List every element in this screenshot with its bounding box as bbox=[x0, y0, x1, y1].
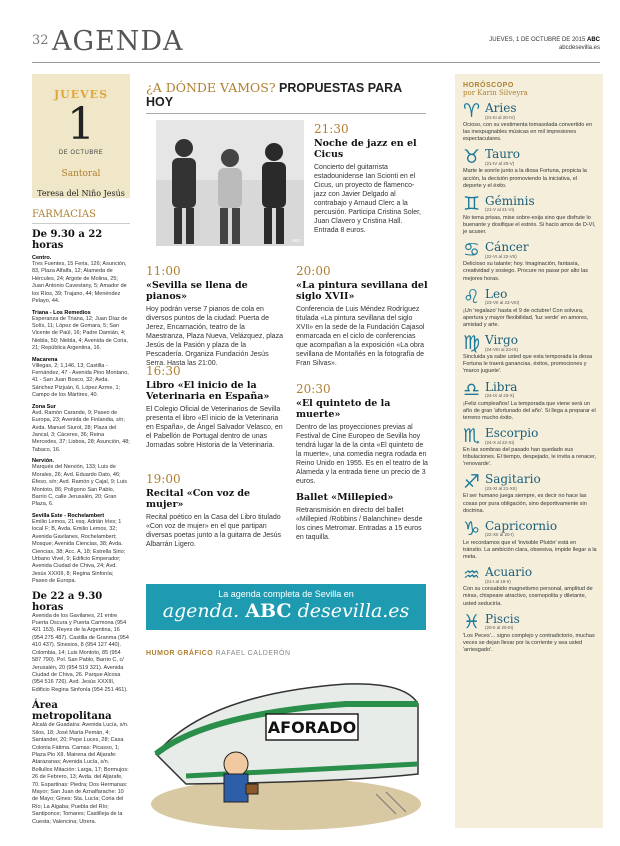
pharmacy-zones bbox=[32, 255, 130, 586]
sign-head bbox=[463, 102, 597, 121]
event-pianos bbox=[146, 264, 284, 369]
event-jazz bbox=[314, 122, 426, 235]
horoscope-sign bbox=[463, 148, 597, 189]
sign-dates: (22-VI al 22-VII) bbox=[485, 253, 517, 259]
area-pharmacies: Alcalá de Guadaíra: Avenida Lucía, s/n. Silos, 18; José María Pemán, 4; Santander, 20; Pepe Luces, 28; Casa Colonia Fátima. Camas: Picasso, 1; Plaza Pio XII. Mairena del Aljarafe: Atarazanas; Avenida Lucía, s/n. Bollullos Mitación: Larga, 17; Bormujos: 26 de Febrero, 13; Avda. del Aljarafe, 70. Espartinas: Piedra; Dos Hermanas: Mayor; San Juan de Aznalfarache: 10 de Mayo; Gines: Sta. Lucía; Coria del Río; La Algaba; Puebla del Río; Santiponce; Tomares; Castilleja de la Cuesta; Valencina; Utrera. bbox=[32, 722, 129, 825]
event-body: El Colegio Oficial de Veterinarios de Sevilla presenta el libro «El inicio de la Veterinaria en España», de Ángel Salvador Velasco, en el Pabellón de Portugal dentro de unas Jornadas sobre Historia de la Veterinaria. bbox=[146, 405, 283, 449]
event-title: «Sevilla se llena de pianos» bbox=[146, 280, 248, 302]
sign-name: Escorpio bbox=[485, 425, 539, 440]
sign-text: Marte le sonríe junto a la diosa Fortuna, propicia la acción, la decisión promoviendo la iniciativa, el deporte y el éxito. bbox=[463, 168, 587, 189]
sign-dates: (21-V al 21-VI) bbox=[485, 207, 515, 213]
banner-site: desevilla.es bbox=[297, 600, 410, 622]
sign-name: Géminis bbox=[485, 193, 535, 208]
sign-name: Libra bbox=[485, 379, 518, 394]
zodiac-icon: ♋ bbox=[463, 239, 481, 262]
pharmacy-zone-text: Emilio Lemos, 21 esq. Adrián Irles; 1 local F; B, Avda. Emilio Lemos, 32; Avenida Gavilanes, Rochelambert; Mosque; Avenida Ciencias, 38; Avda. Ciencias, 38; Acc. A, 18; Estrella Sirio; Urbano Vivel, 9; Edificio Emperador; Avenida Ciudad de Chiva, 24; Avd. Jesús XXXIII, 8; Regina Sinfonía; Paseo de Europa. bbox=[32, 518, 126, 585]
agenda-banner[interactable] bbox=[146, 584, 426, 630]
horoscope-byline: por Karin Silveyra bbox=[463, 89, 528, 97]
event-quinteto bbox=[296, 382, 428, 487]
sign-name: Aries bbox=[485, 101, 517, 115]
horoscope-sign bbox=[463, 424, 597, 468]
left-column bbox=[32, 74, 130, 826]
sign-dates: (23-VII al 23-VIII) bbox=[485, 300, 520, 306]
zodiac-icon: ♑ bbox=[463, 517, 481, 540]
zodiac-icon: ♐ bbox=[463, 471, 481, 494]
sign-text: Sincluida ya sabe usted que esta temporada la diosa Fortuna le traerá ganancias, éxitos, promociones y 'marco juguete'. bbox=[463, 354, 593, 375]
pharmacy-zone-name: Centro. bbox=[32, 255, 52, 261]
page-number: 32 bbox=[32, 33, 49, 48]
banner-abc: ABC bbox=[245, 600, 292, 622]
zodiac-icon: ♎ bbox=[463, 378, 481, 401]
dateline bbox=[489, 36, 600, 52]
pharmacy-zone-text: Esperanza de Triana, 12; Juan Díaz de Solís, 11; López de Gomara, 5; San Vicente de Paúl, 16; Padre Damián, 4; Niebla, 50; Niebla, 4; Avenida de Coria, 21; República Argentina, 16. bbox=[32, 315, 128, 352]
horoscope-sign bbox=[463, 473, 597, 514]
jazz-photo bbox=[156, 120, 304, 246]
sign-text: Le recordamos que el 'invisible Plutón' está en tránsito. La ambición clara, obsesiva, impide llegar a la meta. bbox=[463, 539, 597, 561]
event-time: 21:30 bbox=[314, 122, 349, 136]
horoscope-sign bbox=[463, 241, 597, 282]
humor-heading bbox=[146, 650, 291, 657]
event-time: 19:00 bbox=[146, 472, 181, 486]
sign-dates: (21-III al 20-IV) bbox=[485, 114, 516, 120]
humor-label: HUMOR GRÁFICO bbox=[146, 650, 214, 657]
sign-heading bbox=[485, 427, 538, 445]
event-recital bbox=[146, 472, 284, 550]
sign-text: Delicioso su talante; hoy. Imaginación, fantasía, creatividad y sosiego. Procure no pasar por alto las mejores horas. bbox=[463, 261, 589, 282]
sign-heading bbox=[485, 566, 532, 584]
brand-logo: ABC bbox=[587, 37, 600, 43]
sign-heading bbox=[485, 613, 520, 631]
sign-text: Con su consabido magnetismo personal, amplitud de miras, chispeare atractivo, cosmopolita y diletante, usted seduciría. bbox=[463, 586, 593, 607]
day-box bbox=[32, 74, 130, 198]
sign-heading bbox=[485, 288, 519, 306]
banner-url bbox=[146, 600, 426, 622]
sign-head bbox=[463, 192, 597, 215]
photo-credit: ABC bbox=[291, 238, 301, 243]
sign-text: ¡Un 'regalazo' hasta el 9 de octubre! Con solvura, apertura y mayor flexibilidad, 'luz verde' en amores, amistad y arte. bbox=[463, 307, 589, 328]
day-number: 1 bbox=[67, 99, 95, 150]
zodiac-icon: ♉ bbox=[463, 146, 481, 169]
sign-text: ¡Feliz cumpleaños! La temporada que viene será un año de gran 'afortunado del año'. Si llega a preparar el terreno mucho éxito. bbox=[463, 400, 596, 421]
sign-name: Piscis bbox=[485, 611, 520, 626]
center-column bbox=[146, 74, 426, 114]
zodiac-icon: ♍ bbox=[463, 332, 481, 355]
zodiac-icon: ♏ bbox=[463, 424, 481, 447]
event-ballet bbox=[296, 490, 428, 543]
zodiac-icon: ♓ bbox=[463, 610, 481, 633]
sign-head bbox=[463, 566, 597, 585]
center-heading bbox=[146, 80, 426, 109]
sign-name: Capricornio bbox=[485, 518, 558, 533]
zodiac-icon: ♌ bbox=[463, 285, 481, 308]
event-title: Libro «El inicio de la Veterinaria en España» bbox=[146, 380, 270, 402]
horoscope-sign bbox=[463, 285, 597, 329]
event-body: Retransmisión en directo del ballet «Millepied /Robbins / Balanchine» desde los cines Metromar. Entradas a 15 euros en taquilla. bbox=[296, 506, 423, 541]
humor-author: RAFAEL CALDERÓN bbox=[215, 650, 291, 657]
sign-dates: (23-XI al 21-XII) bbox=[485, 485, 517, 491]
sign-head bbox=[463, 378, 597, 401]
area-title: Área metropolitana bbox=[32, 700, 112, 723]
sign-heading bbox=[485, 520, 557, 538]
sign-dates: (22-XII al 20-I) bbox=[485, 532, 514, 538]
center-heading-question: ¿A DÓNDE VAMOS? bbox=[146, 80, 276, 95]
sign-dates: (24-IX al 23-X) bbox=[485, 393, 515, 399]
event-body: Hoy podrán verse 7 pianos de cola en diversos puntos de la ciudad: Puerta de Jerez, Encarnación, teatro de la Maestranza, Plaza Nueva, Velázquez, plaza Jesús de la Pasión y plaza de la Pescadería. Organiza Fundación Jesús Serra. Hasta las 21:00. bbox=[146, 305, 283, 367]
sign-name: Leo bbox=[485, 286, 508, 301]
event-title: Recital «Con voz de mujer» bbox=[146, 488, 251, 510]
event-pintura bbox=[296, 264, 428, 369]
section-title: AGENDA bbox=[52, 26, 184, 57]
pharmacy-zone-name: Nervión. bbox=[32, 458, 55, 465]
sign-dates: (21-I al 19-II) bbox=[485, 578, 511, 584]
musicians-illustration bbox=[156, 120, 304, 246]
train-cartoon bbox=[146, 664, 426, 834]
sign-text: No tema prisas, mise sobre-exija sino que disfrute lo buenante y dosifique el estrés. Si hacio amos de D-VI, je acuser. bbox=[463, 214, 596, 236]
horoscope-sign bbox=[463, 517, 597, 561]
event-time: 20:30 bbox=[296, 382, 331, 396]
center-rule bbox=[146, 113, 426, 114]
sign-text: 'Los Peces'... signo complejo y contradictorio, muchas veces se dejan llevar por la corriente y sea usted 'arriesgado'. bbox=[463, 632, 595, 653]
sign-name: Sagitario bbox=[485, 472, 541, 487]
sign-heading bbox=[485, 102, 517, 120]
event-title: «El quinteto de la muerte» bbox=[296, 398, 391, 420]
night-pharmacies: Avenida de los Gavilanes, 21 entre Puerta Oscura y Puerta Carmona (954 421 153). Reyes de la Argentina, 16 (954 275 487). Castilla de Granma (954 410 437). Sinesios, 8 (954 127 440). Colombia, 14; Luis Montoto, 85 (954 587 790). Pol. San Pablo, Barrio C, c/ Jerusalén, 20 (954 519 321). Avenida Ciudad de Chiva, 26. Parque Alcosa (954 516 726). Avd. Jesús XXXIII, Edificio Regina Sinfonía (954 251 461). bbox=[32, 612, 129, 693]
pharmacy-zone-text: Villegas, 2; 1,146, 13; Castilla - Fernández, 47 - Avenida Pino Montano, 41 - San Juan Bosco, 32; Avda. Sánchez Pizjuán, 6, López Azme, 1; Campo de los Mártires, 40. bbox=[32, 362, 129, 399]
cartoon-sign: AFORADO bbox=[267, 718, 357, 737]
horoscope-title: HORÓSCOPO bbox=[463, 82, 514, 89]
pharmacies-title: FARMACIAS bbox=[32, 209, 130, 224]
sign-head bbox=[463, 473, 597, 492]
event-time: 20:00 bbox=[296, 264, 331, 278]
event-title: «La pintura sevillana del siglo XVII» bbox=[296, 280, 428, 302]
sign-heading bbox=[485, 195, 535, 213]
horoscope-signs bbox=[463, 102, 597, 654]
santoral-label: Santoral bbox=[61, 169, 101, 179]
sign-heading bbox=[485, 241, 529, 259]
event-veterinaria bbox=[146, 364, 284, 451]
hours-day: De 9.30 a 22 horas bbox=[32, 229, 103, 251]
horoscope-sign bbox=[463, 566, 597, 607]
event-title: Noche de jazz en el Cicus bbox=[314, 138, 417, 160]
horoscope-sign bbox=[463, 102, 597, 143]
sign-name: Virgo bbox=[485, 333, 518, 348]
sign-heading bbox=[485, 148, 520, 166]
horoscope-sign bbox=[463, 334, 597, 375]
sign-dates: (24-X al 22-XI) bbox=[485, 439, 515, 445]
center-heading-main: PROPUESTAS PARA HOY bbox=[146, 81, 402, 109]
horoscope-sign bbox=[463, 192, 597, 236]
sign-head bbox=[463, 148, 597, 167]
sign-heading bbox=[485, 381, 517, 399]
horoscope-sign bbox=[463, 378, 597, 422]
hours-night: De 22 a 9.30 horas bbox=[32, 590, 103, 613]
saint-name: Teresa del Niño Jesús bbox=[37, 189, 125, 198]
sign-head bbox=[463, 424, 597, 447]
sign-head bbox=[463, 241, 597, 260]
zodiac-icon: ♊ bbox=[463, 192, 481, 215]
horoscope-sign bbox=[463, 610, 597, 654]
sign-text: Ocioso, con su vestimenta tomasolada convertido en las inexpugnables músicas en mil impresiones espectaculares. bbox=[463, 122, 593, 143]
weekday: JUEVES bbox=[53, 88, 109, 101]
sign-head bbox=[463, 517, 597, 540]
event-time: 11:00 bbox=[146, 264, 181, 278]
zodiac-icon: ♒ bbox=[463, 564, 481, 587]
sign-dates: (24-VIII al 23-IX) bbox=[485, 346, 519, 352]
horoscope-column bbox=[455, 74, 603, 828]
sign-head bbox=[463, 610, 597, 633]
sign-head bbox=[463, 285, 597, 308]
sign-heading bbox=[485, 334, 518, 352]
sign-head bbox=[463, 334, 597, 353]
sign-name: Acuario bbox=[485, 565, 533, 580]
event-body: Dentro de las proyecciones previas al Festival de Cine Europeo de Sevilla hoy tendrá lugar la de la cinta «El quinteto de la muerte», una comedia negra rodada en Reino Unido en 1955. Es en el teatro de la Alameda y la entrada tiene un precio de 3 euros. bbox=[296, 423, 428, 485]
event-body: Concierto del guitarrista estadounidense Ian Scionti en el Cicus, un proyecto de flamenco-jazz con Javier Delgado al contrabajo y Arnaud Clerc a la percusión. Participa Cristina Soler, Juan Clavero y Cristina Hall. Entrada 8 euros. bbox=[314, 163, 421, 234]
banner-line: La agenda completa de Sevilla en bbox=[218, 589, 354, 599]
zodiac-icon: ♈ bbox=[463, 100, 481, 122]
pharmacy-zone-text: Tres Fuentes, 15 Feria, 126; Asunción, 83, Plaza Alfalfa, 12; Alameda de Hércules, 24; Argote de Molina, 25; Juan Antonio Cavestany, 5; Amador de los Ríos, 39; Trajano, 44; Menéndez Pelayo, 44. bbox=[32, 261, 127, 305]
pharmacy-zone-text: Marqués del Nervión, 133; Luis de Morales, 26; Avd. Eduardo Dato, 46; Éfeso, s/n; Avd. Ramón y Cajal, 9; Luis Montoto, 86; Polígono San Pablo, Barrio C, calle Jerusalén, 20; Gran Plaza, 6. bbox=[32, 464, 127, 508]
sign-text: En las sombras del pasado han quedado sus tribulaciones. El tiempo, despejado, le invita a renacer, 'renovarde'. bbox=[463, 446, 596, 468]
sign-text: El ser humano juega siempre, es decir no hace las cosas por pura obligación, sino deportivamente sin doctrina. bbox=[463, 493, 587, 514]
header-rule bbox=[32, 62, 600, 63]
event-title: Ballet «Millepied» bbox=[296, 492, 394, 503]
pharmacy-zone-name: Zona Sur bbox=[32, 403, 56, 410]
sign-name: Cáncer bbox=[485, 240, 529, 255]
sign-dates: (20-II al 20-III) bbox=[485, 625, 514, 631]
pharmacy-zone-text: Avd. Ramón Carande, 9; Paseo de Europa, 23; Avenida de Finlandia, s/n; Avda. Manuel Siurot, 28; Plaza del Jancal, 3; Cáceres, 36; Reina Mercedes, 37; Lisboa, 28; Asunción, 48; Tabaco, 16. bbox=[32, 409, 130, 453]
month: DE OCTUBRE bbox=[58, 150, 104, 156]
sign-name: Tauro bbox=[485, 147, 520, 162]
pharmacy-zone-name: Triana - Los Remedios bbox=[32, 309, 91, 316]
date-text: JUEVES, 1 DE OCTUBRE DE 2015 bbox=[489, 37, 586, 43]
event-body: Recital poético en la Casa del Libro titulado «Con voz de mujer» en el que partipan diversas poetas junto a la guitarra de Jesús Albarrán Ligero. bbox=[146, 513, 282, 548]
cartoon bbox=[146, 664, 426, 834]
event-time: 16:30 bbox=[146, 364, 181, 378]
pharmacy-zone-name: Sevilla Este - Rochelambert bbox=[32, 512, 105, 519]
website: abcdesevilla.es bbox=[558, 45, 600, 52]
sign-dates: (21-IV al 20-V) bbox=[485, 161, 515, 167]
sign-heading bbox=[485, 473, 541, 491]
banner-agenda: agenda. bbox=[162, 600, 240, 622]
pharmacy-zone-name: Macarena bbox=[32, 356, 58, 363]
event-body: Conferencia de Luis Méndez Rodríguez titulada «La pintura sevillana del siglo XVII» en la sede de la Fundación Cajasol enmarcada en el ciclo de conferencias que acompañan a la exposición «La obra sevillana de Montañés en la fotografía de Fran Silvas». bbox=[296, 305, 425, 367]
